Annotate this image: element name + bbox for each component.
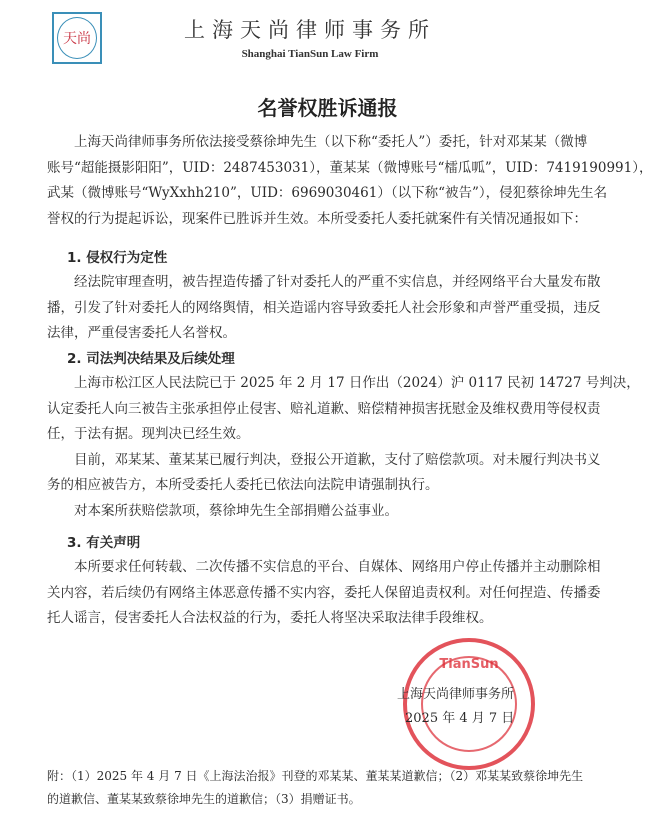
paragraph-line: 上海市松江区人民法院已于 2025 年 2 月 17 日作出（2024）沪 0117 民初 14727 号判决， — [74, 375, 640, 391]
attachment-line-2: 的道歉信、董某某致蔡徐坤先生的道歉信；（3）捐赠证书。 — [47, 792, 361, 806]
paragraph-line: 武某（微博账号“WyXxhh210”，UID：6969030461）（以下称“被告”），侵犯蔡徐坤先生名 — [47, 185, 608, 201]
paragraph-line: 上海天尚律师事务所依法接受蔡徐坤先生（以下称“委托人”）委托，针对邓某某（微博 — [74, 134, 588, 150]
paragraph-line: 播，引发了针对委托人的网络舆情，相关造谣内容导致委托人社会形象和声誉严重受损，违反 — [47, 299, 601, 316]
firm-logo — [52, 12, 102, 64]
logo-text: 天尚 — [63, 31, 91, 47]
paragraph-line: 誉权的行为提起诉讼，现案件已胜诉并生效。本所受委托人委托就案件有关情况通报如下： — [47, 210, 587, 227]
section-heading: 1. 侵权行为定性 — [67, 250, 168, 266]
section-heading: 3. 有关声明 — [67, 535, 141, 551]
paragraph-line: 对本案所获赔偿款项，蔡徐坤先生全部捐赠公益事业。 — [74, 502, 398, 519]
paragraph-line: 任，于法有据。现判决已经生效。 — [47, 426, 250, 442]
paragraph-line: 认定委托人向三被告主张承担停止侵害、赔礼道歉、赔偿精神损害抚慰金及维权费用等侵权责 — [47, 400, 601, 417]
signature-date: 2025 年 4 月 7 日 — [405, 711, 515, 726]
seal-text: TianSun — [439, 657, 499, 672]
paragraph-line: 法律，严重侵害委托人名誉权。 — [47, 325, 236, 341]
paragraph-line: 账号“超能摄影阳阳”，UID：2487453031），董某某（微博账号“檑瓜呱”，UID：7419190991）， — [47, 159, 653, 176]
paragraph-line: 托人谣言，侵害委托人合法权益的行为，委托人将坚决采取法律手段维权。 — [47, 610, 493, 626]
official-seal — [403, 638, 535, 770]
paragraph-line: 关内容，若后续仍有网络主体恶意传播不实内容，委托人保留追责权利。对任何捏造、传播委 — [47, 584, 601, 601]
firm-name-en: Shanghai TianSun Law Firm — [241, 48, 379, 60]
firm-name-cn: 上海天尚律师事务所 — [184, 18, 436, 42]
signature-firm: 上海天尚律师事务所 — [397, 687, 515, 702]
section-heading: 2. 司法判决结果及后续处理 — [67, 351, 235, 367]
paragraph-line: 经法院审理查明，被告捏造传播了针对委托人的严重不实信息，并经网络平台大量发布散 — [74, 274, 601, 290]
paragraph-line: 目前，邓某某、董某某已履行判决，登报公开道歉，支付了赔偿款项。对未履行判决书义 — [74, 451, 601, 468]
paragraph-line: 务的相应被告方，本所受委托人委托已依法向法院申请强制执行。 — [47, 477, 439, 493]
paragraph-line: 本所要求任何转载、二次传播不实信息的平台、自媒体、网络用户停止传播并主动删除相 — [74, 559, 601, 575]
document-title: 名誉权胜诉通报 — [257, 96, 398, 120]
attachment-line-1: 附：（1）2025 年 4 月 7 日《上海法治报》刊登的邓某某、董某某道歉信；（2）邓某某致蔡徐坤先生 — [47, 769, 584, 783]
